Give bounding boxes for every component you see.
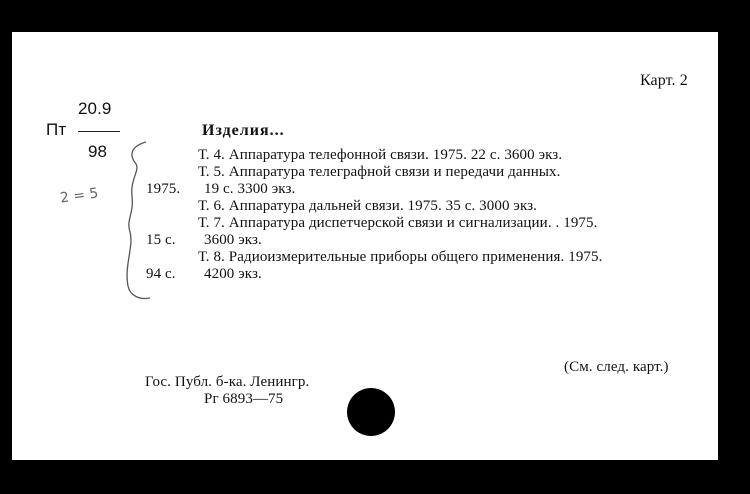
entry-t8-cont: 4200 экз. <box>204 266 262 282</box>
heading: Изделия... <box>202 122 285 139</box>
entry-t5-year: 1975. <box>146 181 181 197</box>
card-number: Карт. 2 <box>640 72 688 89</box>
entry-t7-pages: 15 с. <box>146 232 176 248</box>
classification-fraction-line <box>78 131 120 132</box>
entry-t8-pages: 94 с. <box>146 266 176 282</box>
classification-denominator: 98 <box>88 142 108 161</box>
entry-t4: Т. 4. Аппаратура телефонной связи. 1975. 22 с. 3600 экз. <box>198 147 563 163</box>
entry-t5: Т. 5. Аппаратура телеграфной связи и передачи данных. <box>198 164 561 180</box>
pencil-note: 2 = 5 <box>59 185 100 207</box>
print-code: Рг 6893—75 <box>204 391 284 407</box>
see-next-card: (См. след. карт.) <box>564 359 669 375</box>
punch-hole <box>347 388 395 436</box>
entry-t8: Т. 8. Радиоизмерительные приборы общего применения. 1975. <box>198 249 603 265</box>
classification-prefix: Пт <box>46 120 67 139</box>
entry-t7: Т. 7. Аппаратура диспетчерской связи и сигнализации. . 1975. <box>198 215 598 231</box>
library-name: Гос. Публ. б-ка. Ленингр. <box>145 374 310 390</box>
entry-t6: Т. 6. Аппаратура дальней связи. 1975. 35 с. 3000 экз. <box>198 198 538 214</box>
entry-t7-cont: 3600 экз. <box>204 232 262 248</box>
entry-t5-cont: 19 с. 3300 экз. <box>204 181 296 197</box>
classification-numerator: 20.9 <box>78 99 112 118</box>
